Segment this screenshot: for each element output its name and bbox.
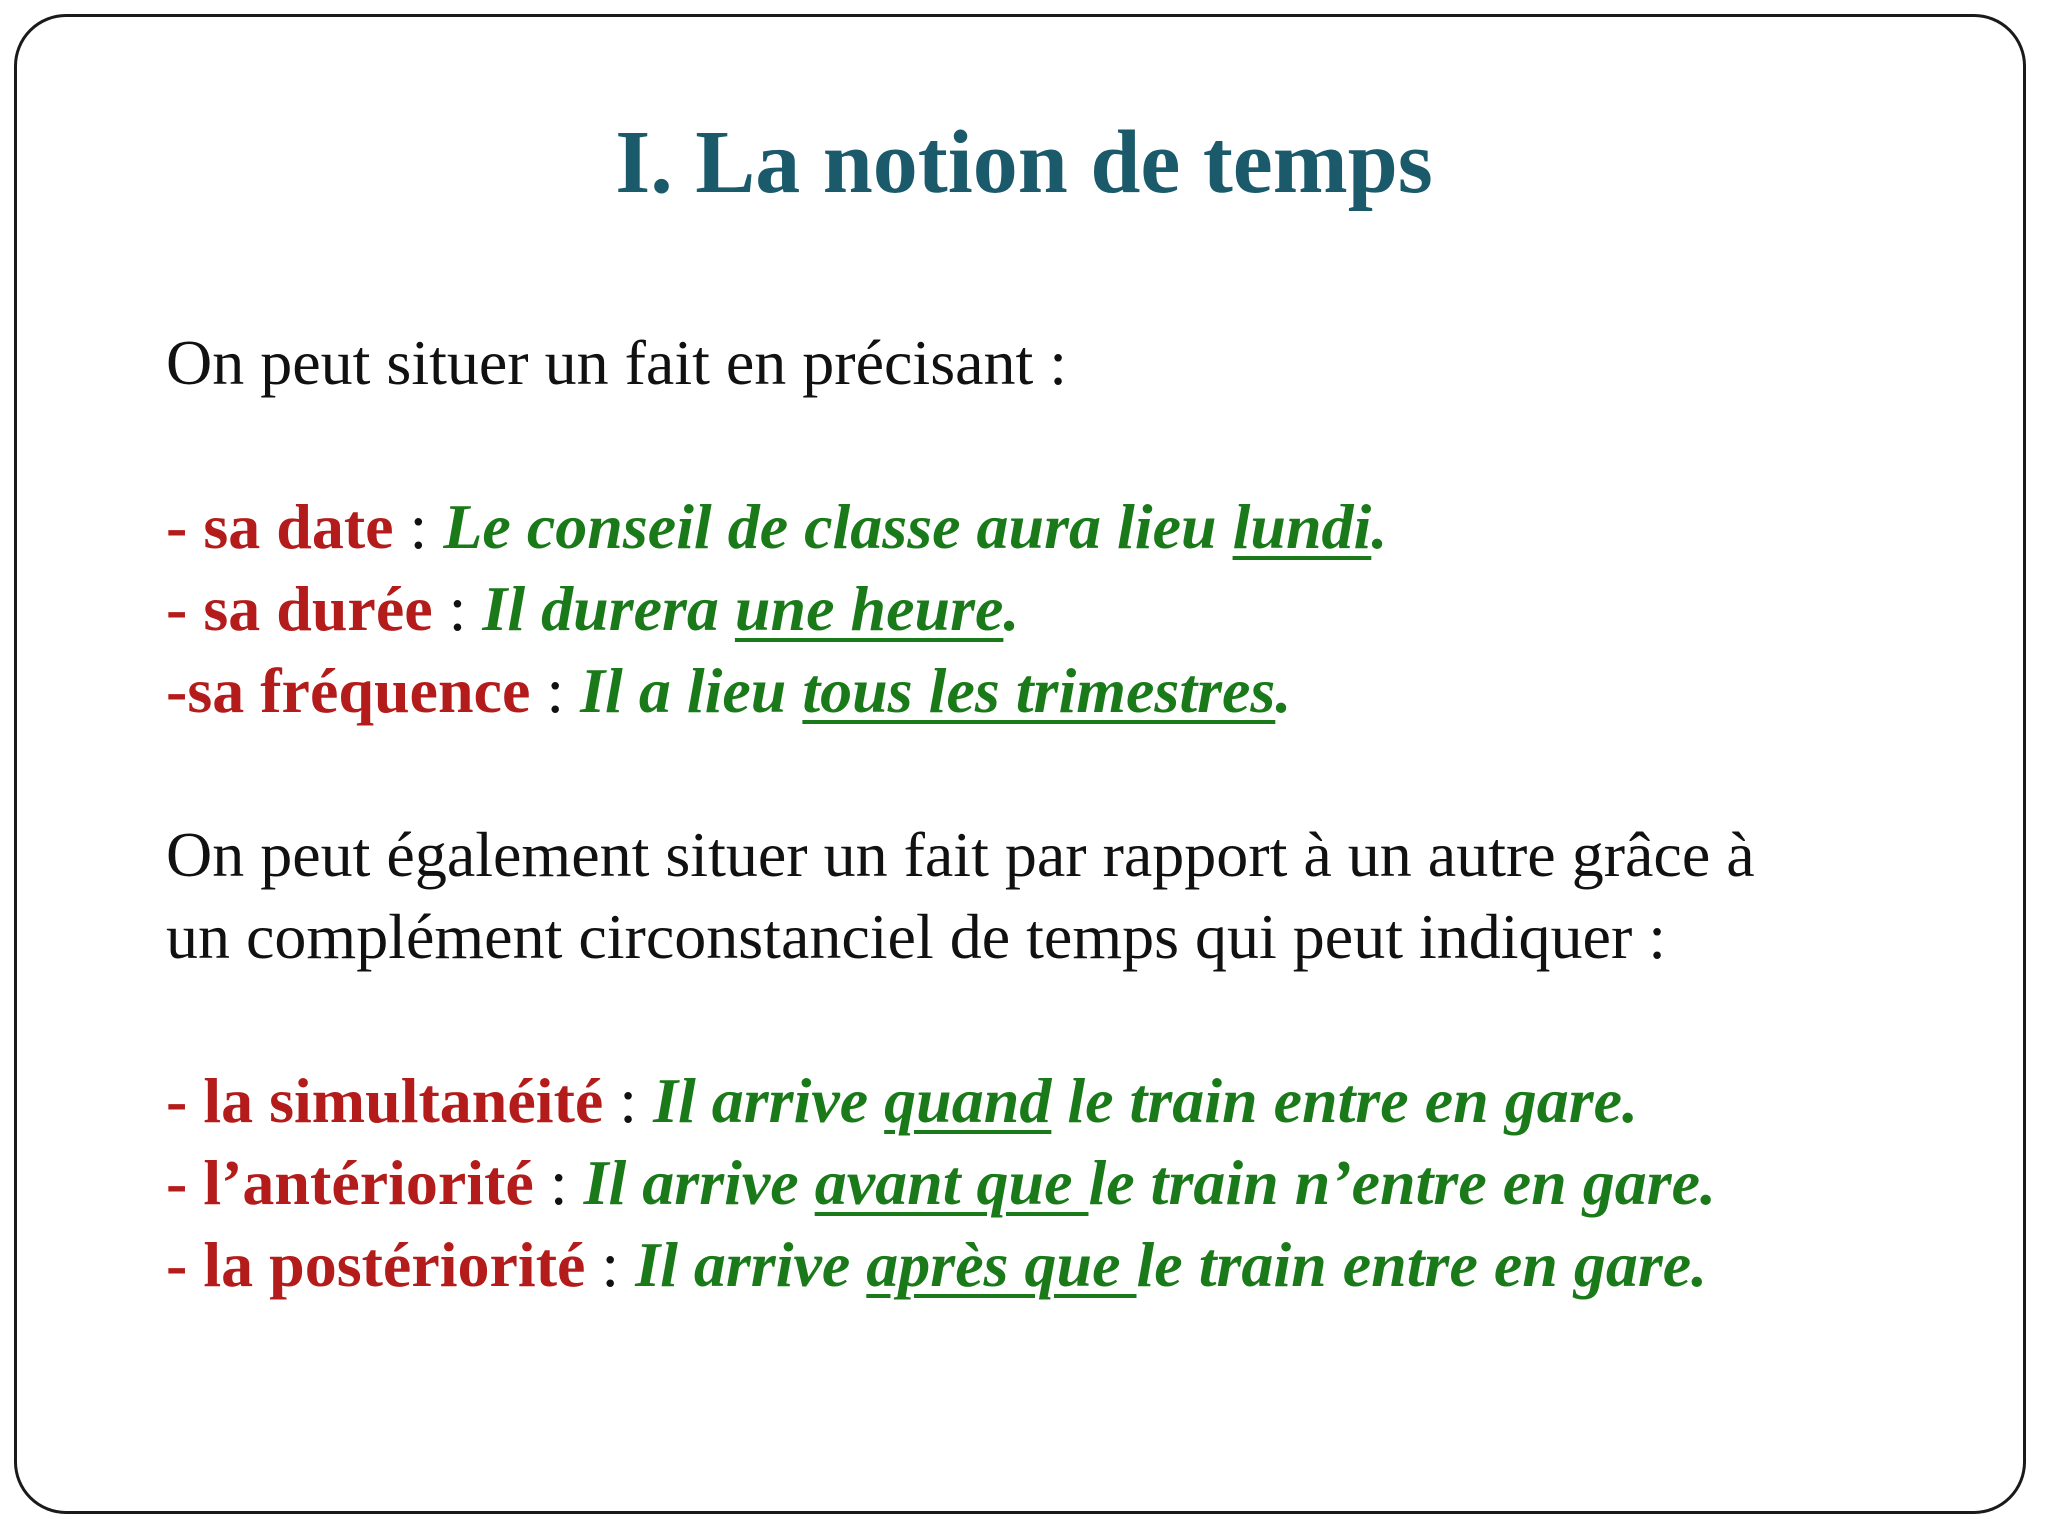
example-text: Il arrive: [653, 1065, 885, 1136]
example-text: Il a lieu: [580, 655, 803, 726]
slide-content: [166, 322, 1966, 1306]
example-text-end: .: [1275, 655, 1292, 726]
example-text: Il arrive: [583, 1147, 815, 1218]
slide-title: I. La notion de temps: [615, 113, 1433, 212]
list-item-anteriority: [166, 1142, 1966, 1224]
item-label: - la simultanéité: [166, 1065, 604, 1136]
item-label: - la postériorité: [166, 1229, 586, 1300]
item-separator: :: [533, 1147, 584, 1218]
item-label: -sa fréquence: [166, 655, 531, 726]
list-item-date: [166, 486, 1966, 568]
intro-text-2-line-2: un complément circonstanciel de temps qui peut indiquer :: [166, 901, 1667, 972]
item-separator: :: [432, 573, 483, 644]
example-text: Il arrive: [635, 1229, 867, 1300]
list-item-simultaneity: [166, 1060, 1966, 1142]
spacer: [166, 978, 1966, 1060]
intro-text: On peut situer un fait en précisant :: [166, 327, 1068, 398]
item-label: - sa date: [166, 491, 394, 562]
example-text-end: .: [1371, 491, 1388, 562]
example-underlined: tous les trimestres: [802, 655, 1276, 726]
item-label: - sa durée: [166, 573, 433, 644]
example-underlined: une heure: [734, 573, 1004, 644]
list-item-frequency: [166, 650, 1966, 732]
example-underlined: quand: [884, 1065, 1052, 1136]
example-text-end: le train entre en gare.: [1136, 1229, 1708, 1300]
item-separator: :: [530, 655, 581, 726]
spacer: [166, 732, 1966, 814]
item-label: - l’antériorité: [166, 1147, 534, 1218]
list-item-posteriority: [166, 1224, 1966, 1306]
example-text: Le conseil de classe aura lieu: [443, 491, 1233, 562]
example-text-end: le train n’entre en gare.: [1088, 1147, 1717, 1218]
spacer: [166, 404, 1966, 486]
item-separator: :: [585, 1229, 636, 1300]
intro-text-2-line-1: On peut également situer un fait par rapport à un autre grâce à: [166, 819, 1755, 890]
item-separator: :: [603, 1065, 654, 1136]
example-text: Il durera: [482, 573, 735, 644]
example-underlined: après que: [866, 1229, 1137, 1300]
example-underlined: avant que: [814, 1147, 1089, 1218]
item-separator: :: [393, 491, 444, 562]
example-text-end: le train entre en gare.: [1051, 1065, 1638, 1136]
list-item-duration: [166, 568, 1966, 650]
example-text-end: .: [1003, 573, 1020, 644]
example-underlined: lundi: [1232, 491, 1372, 562]
